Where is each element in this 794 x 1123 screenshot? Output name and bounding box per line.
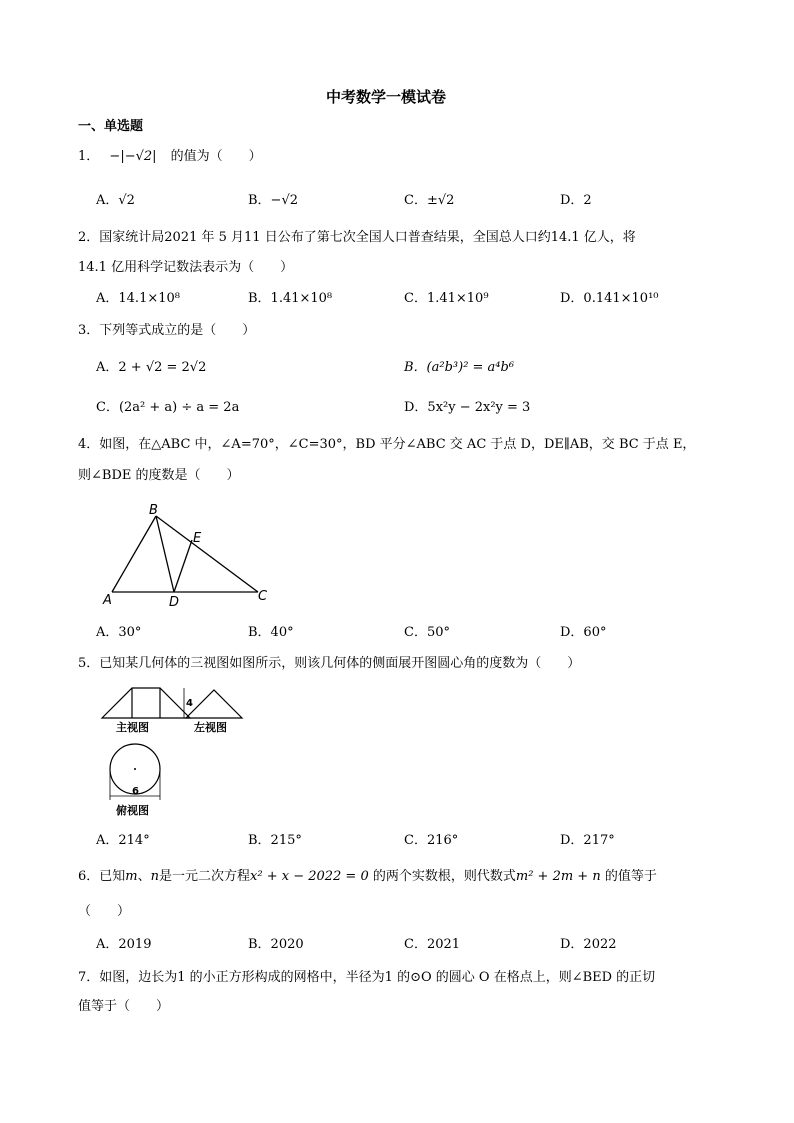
option-a: A．214° [96, 833, 150, 848]
option-a: A．√2 [96, 193, 135, 208]
question-4-line2: 则∠BDE 的度数是（ ） [78, 468, 240, 483]
var-m: m [125, 869, 138, 884]
section-heading: 一、单选题 [78, 119, 144, 134]
question-4 [78, 438, 695, 451]
question-number: 3． [78, 323, 100, 338]
expression: m² + 2m + n [515, 869, 601, 884]
left-view [186, 690, 242, 718]
option-d: D．0.141×10¹⁰ [560, 291, 659, 306]
label-b: B [149, 503, 158, 518]
question-2 [78, 231, 636, 244]
question-text: 已知某几何体的三视图如图所示，则该几何体的侧面展开图圆心角的度数为（ ） [99, 656, 581, 671]
option-c: C．2021 [404, 937, 461, 952]
var-n: n [150, 869, 160, 884]
option-d: D．2 [560, 193, 592, 208]
option-a: A．14.1×10⁸ [96, 291, 180, 306]
question-text: 如图，在△ABC 中，∠A=70°，∠C=30°，BD 平分∠ABC 交 AC 于点 D，DE∥AB，交 BC 于点 E， [99, 437, 696, 452]
option-b: B．−√2 [248, 193, 299, 208]
option-d: D．217° [560, 833, 615, 848]
option-b: B．2020 [248, 937, 304, 952]
page-title: 中考数学一模试卷 [326, 88, 447, 106]
top-view-label: 俯视图 [116, 804, 149, 817]
front-view-label: 主视图 [116, 721, 149, 734]
question-number: 5． [78, 656, 100, 671]
option-c: C．1.41×10⁹ [404, 291, 489, 306]
question-text-post: 的值等于 [600, 869, 657, 884]
equation: x² + x − 2022 = 0 [250, 869, 369, 884]
left-view-label: 左视图 [194, 721, 227, 734]
option-d: D．2022 [560, 937, 617, 952]
question-number: 2． [78, 230, 100, 245]
option-c: C．(2a² + a) ÷ a = 2a [96, 400, 240, 415]
question-1 [78, 150, 262, 163]
option-b: B．1.41×10⁸ [248, 291, 333, 306]
label-e: E [193, 531, 202, 546]
question-number: 4． [78, 437, 100, 452]
label-c: C [258, 589, 268, 604]
triangle-figure [100, 500, 290, 610]
option-c: C．50° [404, 625, 450, 640]
question-math: −|−√2| [109, 149, 157, 164]
question-text: 国家统计局2021 年 5 月11 日公布了第七次全国人口普查结果，全国总人口约14.1 亿人，将 [99, 230, 636, 245]
question-number: 6． [78, 869, 100, 884]
option-c: C．±√2 [404, 193, 455, 208]
option-b: B．215° [248, 833, 302, 848]
option-a: A．2 + √2 = 2√2 [96, 360, 207, 375]
question-text: 下列等式成立的是（ ） [99, 323, 256, 338]
diameter-label: 6 [132, 786, 139, 797]
question-number: 7． [78, 970, 100, 985]
question-text-mid: 是一元二次方程 [159, 869, 251, 884]
question-5 [78, 657, 580, 670]
option-d: D．5x²y − 2x²y = 3 [404, 400, 531, 415]
question-2-line2: 14.1 亿用科学记数法表示为（ ） [78, 260, 294, 275]
question-text-mid2: 的两个实数根，则代数式 [368, 869, 516, 884]
question-6 [78, 870, 657, 883]
option-b: B．(a²b³)² = a⁴b⁶ [404, 360, 515, 375]
label-d: D [169, 595, 180, 610]
front-view [102, 688, 190, 718]
question-7-line2: 值等于（ ） [78, 999, 170, 1014]
three-view-figure [98, 684, 258, 824]
question-7 [78, 971, 655, 984]
center-dot [134, 768, 136, 770]
option-d: D．60° [560, 625, 607, 640]
separator: 、 [137, 869, 151, 884]
label-a: A [103, 593, 112, 608]
option-a: A．2019 [96, 937, 152, 952]
question-6-line2: （ ） [78, 904, 131, 919]
question-number: 1． [78, 149, 100, 164]
question-3 [78, 324, 255, 337]
option-b: B．40° [248, 625, 294, 640]
option-c: C．216° [404, 833, 459, 848]
question-text: 的值为（ ） [170, 149, 262, 164]
height-label: 4 [186, 698, 193, 709]
triangle-lines [112, 516, 258, 592]
option-a: A．30° [96, 625, 142, 640]
question-text: 已知 [99, 869, 126, 884]
question-text: 如图，边长为1 的小正方形构成的网格中，半径为1 的⊙O 的圆心 O 在格点上，则∠BED 的正切 [99, 970, 656, 985]
